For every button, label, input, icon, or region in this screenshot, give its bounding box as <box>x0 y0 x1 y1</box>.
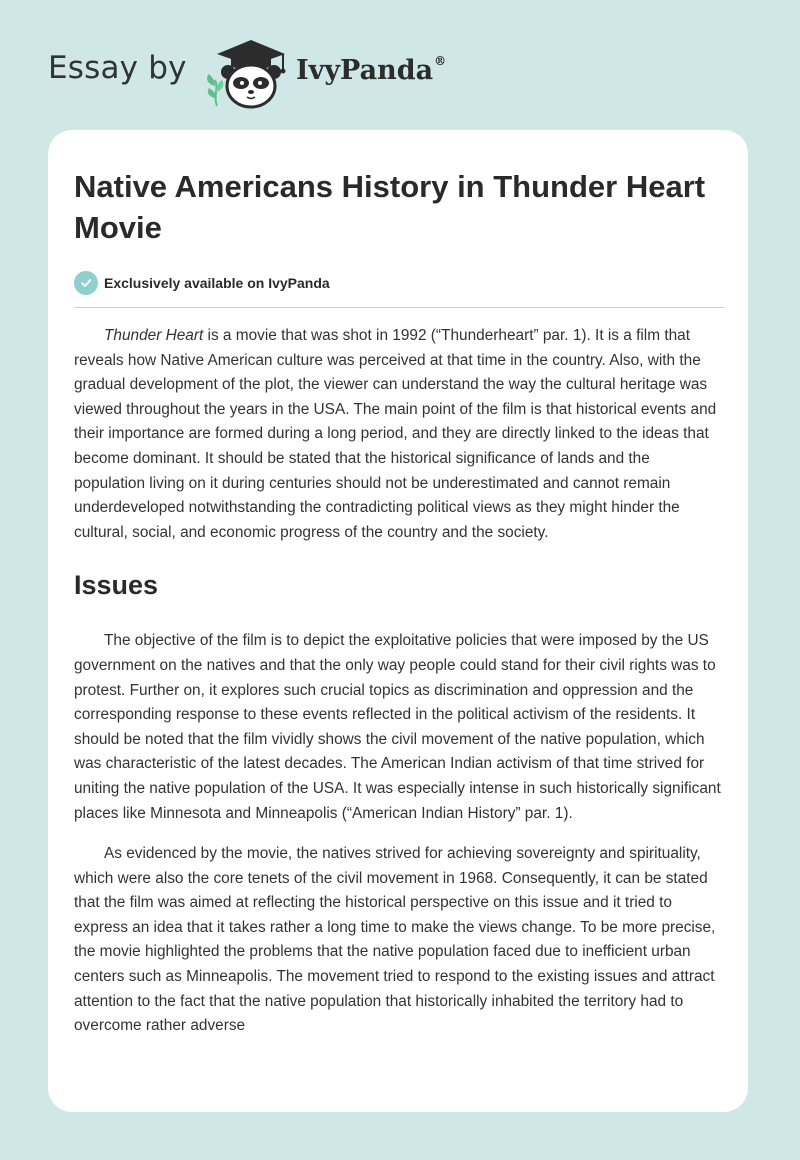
section-heading-issues: Issues <box>74 570 159 601</box>
check-circle-icon <box>74 271 98 295</box>
issues-paragraph-2: As evidenced by the movie, the natives strived for achieving sovereignty and spirituality, which were also the core tenets of the civil movement in 1968. Consequently, it can be stated that the film was aimed at reflecting the historical perspective on this issue and it tried to express an idea that it takes rather a long time to make the views change. To be more precise, the movie highlighted the problems that the native population faced due to inefficient urban centers such as Minneapolis. The movement tried to respond to the existing issues and attract attention to the fact that the native population that historically inhabited the territory had to overcome rather adverse <box>74 845 716 1035</box>
ivypanda-logo-icon[interactable] <box>203 36 293 110</box>
intro-paragraph-text: is a movie that was shot in 1992 (“Thunderheart” par. 1). It is a film that reveals how Native American culture was perceived at that time in the country. Also, with the gradual development of the plot, the viewer can understand the way the cultural heritage was viewed throughout the years in the USA. The main point of the film is that historical events and their importance are formed during a long period, and they are directly linked to the ideas that become dominant. It should be stated that the historical significance of lands and the population living on it during centuries should not be underestimated and cannot remain underdeveloped notwithstanding the contradicting political views as they might hinder the cultural, social, and economic progress of the country and the society. <box>74 327 717 541</box>
movie-title-italic: Thunder Heart <box>104 327 204 344</box>
brand-prefix: Essay by <box>48 50 187 86</box>
exclusive-badge <box>74 270 724 296</box>
essay-title: Native Americans History in Thunder Heart Movie <box>74 169 706 245</box>
essay-content <box>74 166 724 1039</box>
brand-name[interactable]: IvyPanda® <box>296 54 447 86</box>
essay-card <box>48 130 748 1112</box>
intro-paragraph <box>74 324 724 545</box>
site-header <box>0 0 800 130</box>
issues-paragraph-1: The objective of the film is to depict the exploitative policies that were imposed by the US government on the natives and that the only way people could stand for their civil rights was to protest. Further on, it explores such crucial topics as discrimination and oppression and the corresponding response to these events reflected in the political activism of the residents. It should be noted that the film vividly shows the civil movement of the native population, which was characteristic of the latest decades. The American Indian activism of that time strived for uniting the native population of the USA. It was especially intense in such historically significant places like Minnesota and Minneapolis (“American Indian History” par. 1). <box>74 632 721 822</box>
registered-mark: ® <box>434 54 447 68</box>
exclusive-badge-text: Exclusively available on IvyPanda <box>104 275 330 291</box>
divider <box>74 307 724 308</box>
